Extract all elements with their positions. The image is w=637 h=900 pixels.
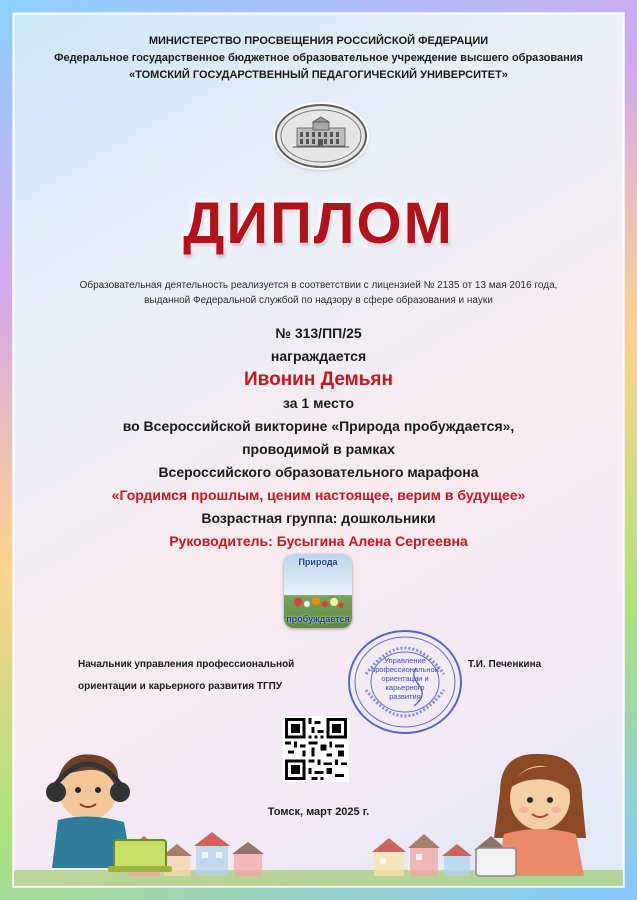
quiz-logo-top-text: Природа (298, 557, 338, 567)
official-stamp (346, 628, 464, 736)
stamp-line-1: Управление (384, 656, 426, 665)
qr-code-icon (285, 718, 347, 780)
place-line: за 1 место (282, 395, 355, 411)
license-line-1: Образовательная деятельность реализуется в соответствии с лицензией № 2135 от 13 мая 2016 года, (79, 280, 558, 291)
license-line-2: выданной Федеральной службой по надзору в сфере образования и науки (144, 295, 493, 306)
ministry-line: МИНИСТЕРСТВО ПРОСВЕЩЕНИЯ РОССИЙСКОЙ ФЕДЕРАЦИИ (148, 35, 489, 47)
boy-with-laptop-icon (28, 748, 178, 878)
marathon-line: Всероссийского образовательного марафона (158, 464, 479, 480)
signatory-name: Т.И. Печенкина (468, 659, 542, 670)
age-group: Возрастная группа: дошкольники (201, 510, 436, 526)
signatory-position (78, 654, 294, 698)
header-block (0, 33, 637, 84)
diploma-title: ДИПЛОМ (183, 191, 454, 256)
stamp-center-text (368, 656, 442, 701)
stamp-line-3: ориентации и (381, 674, 429, 683)
held-within-line: проводимой в рамках (242, 441, 395, 457)
stamp-line-2: профессиональной (371, 665, 439, 674)
license-block (0, 278, 637, 308)
stamp-line-4: карьерного (385, 683, 425, 692)
flowers-icon (292, 592, 344, 610)
position-line-1: Начальник управления профессиональной (78, 659, 295, 670)
marathon-name: «Гордимся прошлым, ценим настоящее, верим в будущее» (111, 487, 526, 503)
stamp-line-5: развития (389, 692, 421, 701)
girl-icon (470, 752, 610, 880)
university-line: «ТОМСКИЙ ГОСУДАРСТВЕННЫЙ ПЕДАГОГИЧЕСКИЙ УНИВЕРСИТЕТ» (129, 69, 508, 81)
quiz-line: во Всероссийской викторине «Природа пробуждается», (122, 418, 515, 434)
position-line-2: ориентации и карьерного развития ТГПУ (78, 681, 283, 692)
quiz-logo-bottom-text: пробуждается (286, 614, 350, 624)
university-seal (275, 104, 367, 168)
diploma-body (0, 322, 637, 553)
institution-type-line: Федеральное государственное бюджетное образовательное учреждение высшего образования (54, 52, 583, 64)
awarded-label: награждается (270, 348, 367, 364)
diploma-number: № 313/ПП/25 (275, 325, 362, 341)
university-building-icon (277, 106, 365, 166)
quiz-logo (284, 554, 352, 628)
place-date: Томск, март 2025 г. (267, 806, 370, 818)
supervisor-line: Руководитель: Бусыгина Алена Сергеевна (169, 533, 468, 549)
recipient-name: Ивонин Демьян (244, 369, 393, 390)
qr-code (283, 716, 349, 782)
